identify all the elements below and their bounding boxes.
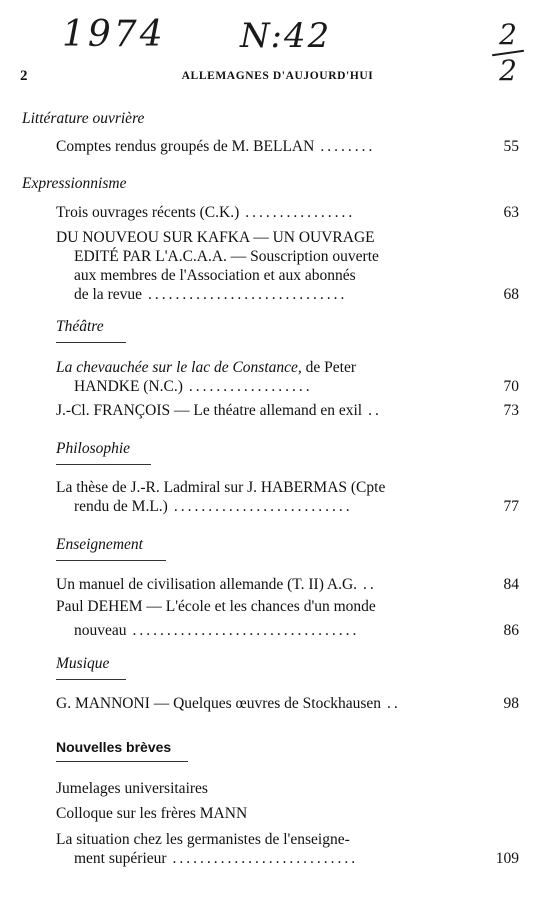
section-title-theatre: Théâtre <box>56 318 104 335</box>
toc-entry[interactable] <box>56 137 519 156</box>
entry-line: Paul DEHEM — L'école et les chances d'un monde <box>56 598 376 615</box>
leader-dots: .. <box>368 402 382 419</box>
toc-entry[interactable] <box>56 401 519 420</box>
section-underline <box>56 464 151 465</box>
entry-text: HANDKE (N.C.) <box>74 378 183 395</box>
toc-entry[interactable] <box>56 830 519 868</box>
handwritten-year: 1974 <box>62 14 166 55</box>
section-title-expressionnisme: Expressionnisme <box>22 175 127 192</box>
leader-dots: ................................. <box>132 622 360 639</box>
leader-dots: ............................. <box>148 286 348 303</box>
entry-text: Colloque sur les frères MANN <box>56 805 248 822</box>
fraction-top: 2 <box>499 18 517 51</box>
entry-text: Jumelages universitaires <box>56 780 208 797</box>
toc-entry[interactable] <box>56 597 519 640</box>
toc-entry[interactable] <box>56 779 519 798</box>
running-title: ALLEMAGNES D'AUJOURD'HUI <box>181 70 374 82</box>
entry-text: Un manuel de civilisation allemande (T. II) A.G. <box>56 576 358 593</box>
entry-text: Trois ouvrages récents (C.K.) <box>56 204 240 221</box>
leader-dots: .. <box>363 576 377 593</box>
entry-line: DU NOUVEOU SUR KAFKA — UN OUVRAGE <box>56 229 375 246</box>
section-title-nouvelles: Nouvelles brèves <box>56 739 172 755</box>
entry-line: EDITÉ PAR L'A.C.A.A. — Souscription ouverte <box>74 248 379 265</box>
section-title-litterature: Littérature ouvrière <box>22 110 145 127</box>
leader-dots: ........ <box>320 138 376 155</box>
entry-line: La thèse de J.-R. Ladmiral sur J. HABERMAS (Cpte <box>56 479 386 496</box>
entry-text: G. MANNONI — Quelques œuvres de Stockhausen <box>56 695 382 712</box>
entry-page: 55 <box>503 138 519 155</box>
entry-text: ment supérieur <box>74 850 167 867</box>
entry-page: 63 <box>503 204 519 221</box>
page-number: 2 <box>20 68 28 84</box>
leader-dots: .................. <box>188 378 313 395</box>
toc-entry[interactable] <box>56 804 519 823</box>
entry-page: 68 <box>503 286 519 303</box>
leader-dots: .......................... <box>173 498 353 515</box>
entry-line: La situation chez les germanistes de l'enseigne- <box>56 831 350 848</box>
entry-line: aux membres de l'Association et aux abonnés <box>74 267 356 284</box>
entry-text: de Peter <box>301 359 357 376</box>
entry-page: 77 <box>503 498 519 515</box>
leader-dots: ................ <box>245 204 356 221</box>
leader-dots: .. <box>387 695 401 712</box>
section-underline <box>56 342 126 343</box>
handwritten-issue-number: N:42 <box>240 16 332 56</box>
entry-text: J.-Cl. FRANÇOIS — Le théatre allemand en exil <box>56 402 363 419</box>
section-underline <box>56 679 126 680</box>
entry-page: 86 <box>503 622 519 639</box>
entry-page: 98 <box>503 695 519 712</box>
entry-page: 73 <box>503 402 519 419</box>
entry-page: 109 <box>495 850 519 867</box>
entry-text: nouveau <box>74 622 127 639</box>
section-title-philosophie: Philosophie <box>56 440 131 457</box>
section-title-enseignement: Enseignement <box>56 536 143 553</box>
toc-entry[interactable] <box>56 203 519 222</box>
entry-title-italic: La chevauchée sur le lac de Constance, <box>56 359 302 376</box>
entry-text: Comptes rendus groupés de M. BELLAN <box>56 138 315 155</box>
entry-page: 70 <box>503 378 519 395</box>
section-title-musique: Musique <box>56 655 110 672</box>
entry-text: rendu de M.L.) <box>74 498 168 515</box>
toc-entry[interactable] <box>56 228 519 304</box>
toc-entry[interactable] <box>56 478 519 516</box>
fraction-bottom: 2 <box>499 54 517 87</box>
toc-entry[interactable] <box>56 358 519 396</box>
toc-entry[interactable] <box>56 575 519 594</box>
entry-text: de la revue <box>74 286 142 303</box>
toc-entry[interactable] <box>56 694 519 713</box>
leader-dots: ........................... <box>172 850 359 867</box>
section-underline <box>56 761 188 762</box>
section-underline <box>56 560 166 561</box>
entry-page: 84 <box>503 576 519 593</box>
